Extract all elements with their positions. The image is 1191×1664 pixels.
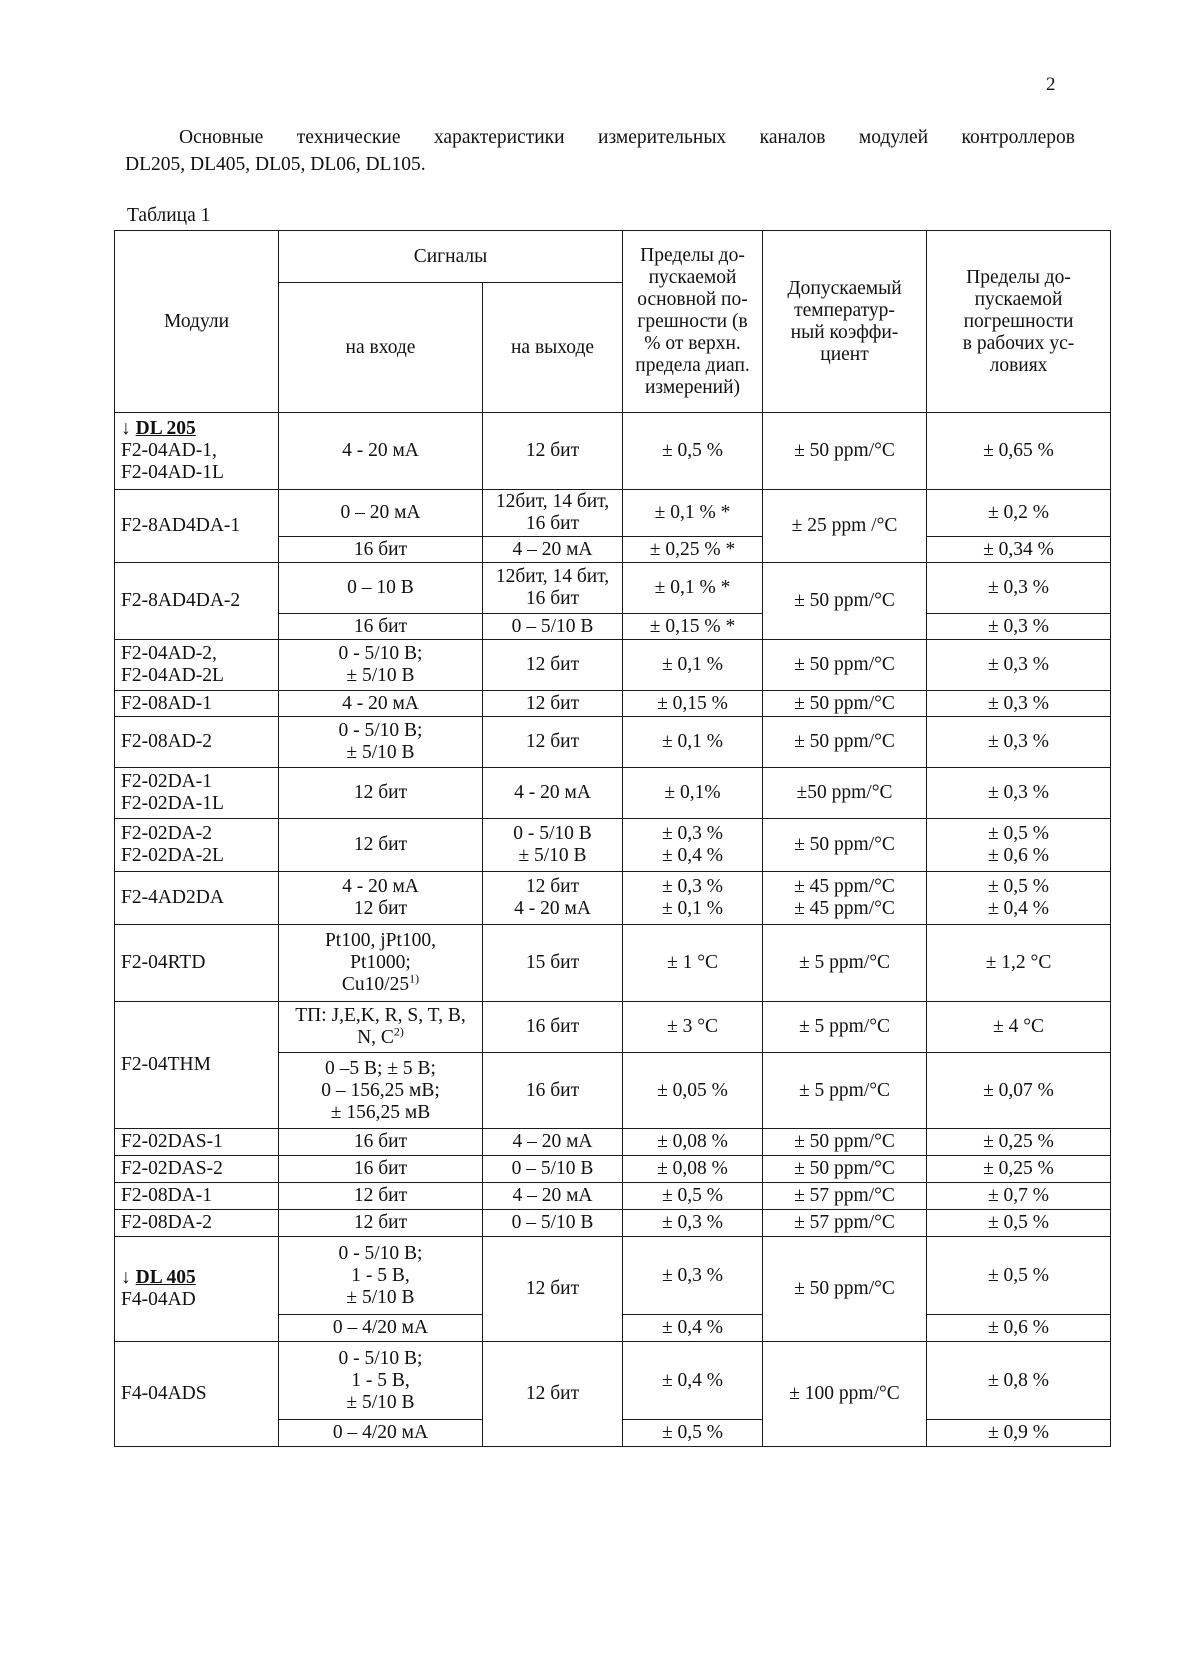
table-cell: ± 0,5 % bbox=[927, 1210, 1111, 1237]
table-cell: ± 0,08 % bbox=[623, 1129, 763, 1156]
table-cell: 4 - 20 мА 12 бит bbox=[279, 872, 483, 925]
spec-table bbox=[114, 230, 1111, 1447]
table-cell: ± 3 °C bbox=[623, 1002, 763, 1053]
table-cell: F2-02DAS-2 bbox=[115, 1156, 279, 1183]
table-cell: 16 бит bbox=[279, 614, 483, 640]
table-cell: ±50 ppm/°C bbox=[763, 768, 927, 819]
table-cell: 0 - 5/10 В; ± 5/10 В bbox=[279, 717, 483, 768]
table-cell: ± 0,25 % * bbox=[623, 537, 763, 563]
table-cell: 0 – 5/10 В bbox=[483, 1156, 623, 1183]
table-cell: ± 50 ppm/°C bbox=[763, 691, 927, 717]
table-cell: 12 бит 4 - 20 мА bbox=[483, 872, 623, 925]
table-row bbox=[115, 872, 1111, 925]
table-cell: 16 бит bbox=[483, 1002, 623, 1053]
table-row bbox=[115, 640, 1111, 691]
table-cell: ± 0,05 % bbox=[623, 1053, 763, 1129]
table-cell: F2-02DAS-1 bbox=[115, 1129, 279, 1156]
table-row bbox=[115, 691, 1111, 717]
table-cell: 12 бит bbox=[483, 717, 623, 768]
down-arrow-icon: ↓ bbox=[121, 1267, 131, 1288]
table-cell: 0 – 5/10 В bbox=[483, 614, 623, 640]
table-row bbox=[115, 563, 1111, 614]
table-cell: F2-08DA-2 bbox=[115, 1210, 279, 1237]
table-cell: Pt100, jPt100, Pt1000; Cu10/25$^{1)}$ bbox=[279, 925, 483, 1002]
table-cell: 12 бит bbox=[279, 768, 483, 819]
table-cell: 12 бит bbox=[483, 1342, 623, 1447]
table-cell: 12бит, 14 бит, 16 бит bbox=[483, 563, 623, 614]
table-cell: F2-4AD2DA bbox=[115, 872, 279, 925]
table-cell: ± 0,3 % bbox=[927, 691, 1111, 717]
table-cell: 0 – 10 В bbox=[279, 563, 483, 614]
table-cell: 0 - 5/10 В; 1 - 5 В, ± 5/10 В bbox=[279, 1342, 483, 1420]
table-cell: ± 0,1 % bbox=[623, 640, 763, 691]
table-cell: ± 50 ppm/°C bbox=[763, 1237, 927, 1342]
table-cell: ± 0,25 % bbox=[927, 1156, 1111, 1183]
table-cell: ± 0,3 % ± 0,1 % bbox=[623, 872, 763, 925]
table-cell: 4 – 20 мА bbox=[483, 537, 623, 563]
table-cell: ± 0,65 % bbox=[927, 413, 1111, 490]
table-row bbox=[115, 717, 1111, 768]
header-basic-error: Пределы до- пускаемой основной по- грешности (в % от верхн. предела диап. измерений) bbox=[623, 231, 763, 413]
table-cell: 0 – 5/10 В bbox=[483, 1210, 623, 1237]
table-cell: ± 0,5 % ± 0,4 % bbox=[927, 872, 1111, 925]
table-cell: 0 – 20 мА bbox=[279, 490, 483, 537]
table-cell: F2-08AD-1 bbox=[115, 691, 279, 717]
table-row bbox=[115, 1002, 1111, 1053]
table-row bbox=[115, 925, 1111, 1002]
table-cell: 0 - 5/10 В ± 5/10 В bbox=[483, 819, 623, 872]
table-row bbox=[115, 1237, 1111, 1315]
table-cell: ± 0,15 % * bbox=[623, 614, 763, 640]
table-cell: ± 0,3 % bbox=[623, 1210, 763, 1237]
table-cell: ± 5 ppm/°C bbox=[763, 925, 927, 1002]
table-cell: 12бит, 14 бит, 16 бит bbox=[483, 490, 623, 537]
table-row bbox=[115, 1210, 1111, 1237]
table-cell: 0 - 5/10 В; 1 - 5 В, ± 5/10 В bbox=[279, 1237, 483, 1315]
table-cell: ± 0,9 % bbox=[927, 1420, 1111, 1447]
table-cell: ± 0,15 % bbox=[623, 691, 763, 717]
table-cell: ± 50 ppm/°C bbox=[763, 1129, 927, 1156]
table-cell: ± 0,5 % bbox=[623, 1183, 763, 1210]
table-cell: 0 – 4/20 мА bbox=[279, 1315, 483, 1342]
table-cell: ± 0,5 % bbox=[623, 413, 763, 490]
table-cell: 16 бит bbox=[483, 1053, 623, 1129]
header-signals: Сигналы bbox=[279, 231, 623, 283]
header-temp-coef: Допускаемый температур- ный коэффи- циент bbox=[763, 231, 927, 413]
table-cell: ± 57 ppm/°C bbox=[763, 1183, 927, 1210]
table-cell: ± 57 ppm/°C bbox=[763, 1210, 927, 1237]
table-cell: F2-02DA-2 F2-02DA-2L bbox=[115, 819, 279, 872]
table-cell: ± 1,2 °C bbox=[927, 925, 1111, 1002]
header-output: на выходе bbox=[483, 283, 623, 413]
table-cell: ± 0,1 % bbox=[623, 717, 763, 768]
table-cell: ± 0,3 % ± 0,4 % bbox=[623, 819, 763, 872]
table-cell: ± 0,3 % bbox=[927, 768, 1111, 819]
table-cell: 12 бит bbox=[279, 1210, 483, 1237]
table-cell: ± 0,3 % bbox=[927, 717, 1111, 768]
table-cell: 12 бит bbox=[279, 1183, 483, 1210]
module-cell: ↓ DL 205 F2-04AD-1, F2-04AD-1L bbox=[115, 413, 279, 490]
table-cell: 4 – 20 мА bbox=[483, 1183, 623, 1210]
table-cell: 12 бит bbox=[483, 413, 623, 490]
table-cell: ± 0,6 % bbox=[927, 1315, 1111, 1342]
table-cell: ± 50 ppm/°C bbox=[763, 413, 927, 490]
table-cell: 12 бит bbox=[483, 691, 623, 717]
table-cell: ± 50 ppm/°C bbox=[763, 819, 927, 872]
table-cell: ± 0,5 % ± 0,6 % bbox=[927, 819, 1111, 872]
table-cell: ± 50 ppm/°C bbox=[763, 563, 927, 640]
table-cell: ± 0,8 % bbox=[927, 1342, 1111, 1420]
header-modules: Модули bbox=[115, 231, 279, 413]
table-row bbox=[115, 768, 1111, 819]
table-cell: 16 бит bbox=[279, 537, 483, 563]
table-cell: 0 –5 В; ± 5 В; 0 – 156,25 мВ; ± 156,25 мВ bbox=[279, 1053, 483, 1129]
down-arrow-icon: ↓ bbox=[121, 418, 131, 439]
table-cell: ± 4 °C bbox=[927, 1002, 1111, 1053]
table-cell: 4 - 20 мА bbox=[279, 413, 483, 490]
intro-line-1: Основные технические характеристики измерительных каналов модулей контроллеров bbox=[179, 127, 1075, 148]
table-cell: F2-04RTD bbox=[115, 925, 279, 1002]
table-cell: 16 бит bbox=[279, 1156, 483, 1183]
table-cell: ± 0,2 % bbox=[927, 490, 1111, 537]
table-cell: 0 – 4/20 мА bbox=[279, 1420, 483, 1447]
table-cell: ± 0,1% bbox=[623, 768, 763, 819]
table-caption: Таблица 1 bbox=[127, 205, 211, 226]
table-cell: ± 50 ppm/°C bbox=[763, 1156, 927, 1183]
table-cell: 12 бит bbox=[483, 640, 623, 691]
table-cell: ± 45 ppm/°C ± 45 ppm/°C bbox=[763, 872, 927, 925]
table-cell: ± 50 ppm/°C bbox=[763, 717, 927, 768]
table-cell: ± 25 ppm /°C bbox=[763, 490, 927, 563]
table-cell: 16 бит bbox=[279, 1129, 483, 1156]
table-cell: ± 0,3 % bbox=[927, 614, 1111, 640]
table-row bbox=[115, 1156, 1111, 1183]
table-cell: F2-02DA-1 F2-02DA-1L bbox=[115, 768, 279, 819]
table-cell: ± 0,3 % bbox=[927, 563, 1111, 614]
table-cell: ± 0,4 % bbox=[623, 1315, 763, 1342]
intro-paragraph bbox=[125, 124, 1075, 178]
table-cell: ТП: J,E,K, R, S, T, B, N, $C^{2)}$ bbox=[279, 1002, 483, 1053]
table-cell: ± 0,34 % bbox=[927, 537, 1111, 563]
table-cell: ± 0,3 % bbox=[623, 1237, 763, 1315]
table-cell: F4-04ADS bbox=[115, 1342, 279, 1447]
table-cell: F2-8AD4DA-2 bbox=[115, 563, 279, 640]
table-cell: ± 50 ppm/°C bbox=[763, 640, 927, 691]
table-cell: 0 - 5/10 В; ± 5/10 В bbox=[279, 640, 483, 691]
table-cell: ± 0,25 % bbox=[927, 1129, 1111, 1156]
table-cell: F2-08AD-2 bbox=[115, 717, 279, 768]
table-cell: ± 0,1 % * bbox=[623, 563, 763, 614]
table-row bbox=[115, 819, 1111, 872]
table-row bbox=[115, 1183, 1111, 1210]
module-cell: ↓ DL 405 F4-04AD bbox=[115, 1237, 279, 1342]
group-label-dl205: DL 205 bbox=[135, 418, 196, 439]
table-cell: 12 бит bbox=[279, 819, 483, 872]
intro-line-2: DL205, DL405, DL05, DL06, DL105. bbox=[125, 154, 426, 175]
table-cell: ± 0,4 % bbox=[623, 1342, 763, 1420]
header-input: на входе bbox=[279, 283, 483, 413]
table-cell: 4 - 20 мА bbox=[279, 691, 483, 717]
table-cell: F2-08DA-1 bbox=[115, 1183, 279, 1210]
table-cell: ± 0,5 % bbox=[927, 1237, 1111, 1315]
table-cell: 15 бит bbox=[483, 925, 623, 1002]
group-label-dl405: DL 405 bbox=[135, 1267, 196, 1288]
table-cell: ± 100 ppm/°C bbox=[763, 1342, 927, 1447]
table-cell: ± 0,7 % bbox=[927, 1183, 1111, 1210]
table-cell: 4 – 20 мА bbox=[483, 1129, 623, 1156]
header-work-error: Пределы до- пускаемой погрешности в рабочих ус- ловиях bbox=[927, 231, 1111, 413]
page-number: 2 bbox=[1046, 74, 1056, 95]
table-row bbox=[115, 1129, 1111, 1156]
table-row bbox=[115, 490, 1111, 537]
table-cell: ± 5 ppm/°C bbox=[763, 1002, 927, 1053]
table-cell: ± 0,5 % bbox=[623, 1420, 763, 1447]
table-cell: ± 0,1 % * bbox=[623, 490, 763, 537]
table-cell: F2-04THM bbox=[115, 1002, 279, 1129]
table-cell: ± 0,3 % bbox=[927, 640, 1111, 691]
table-cell: F2-8AD4DA-1 bbox=[115, 490, 279, 563]
table-cell: ± 5 ppm/°C bbox=[763, 1053, 927, 1129]
table-row bbox=[115, 1342, 1111, 1420]
table-cell: 4 - 20 мА bbox=[483, 768, 623, 819]
table-cell: ± 1 °C bbox=[623, 925, 763, 1002]
table-cell: ± 0,08 % bbox=[623, 1156, 763, 1183]
table-cell: ± 0,07 % bbox=[927, 1053, 1111, 1129]
table-row bbox=[115, 413, 1111, 490]
table-cell: 12 бит bbox=[483, 1237, 623, 1342]
table-cell: F2-04AD-2, F2-04AD-2L bbox=[115, 640, 279, 691]
